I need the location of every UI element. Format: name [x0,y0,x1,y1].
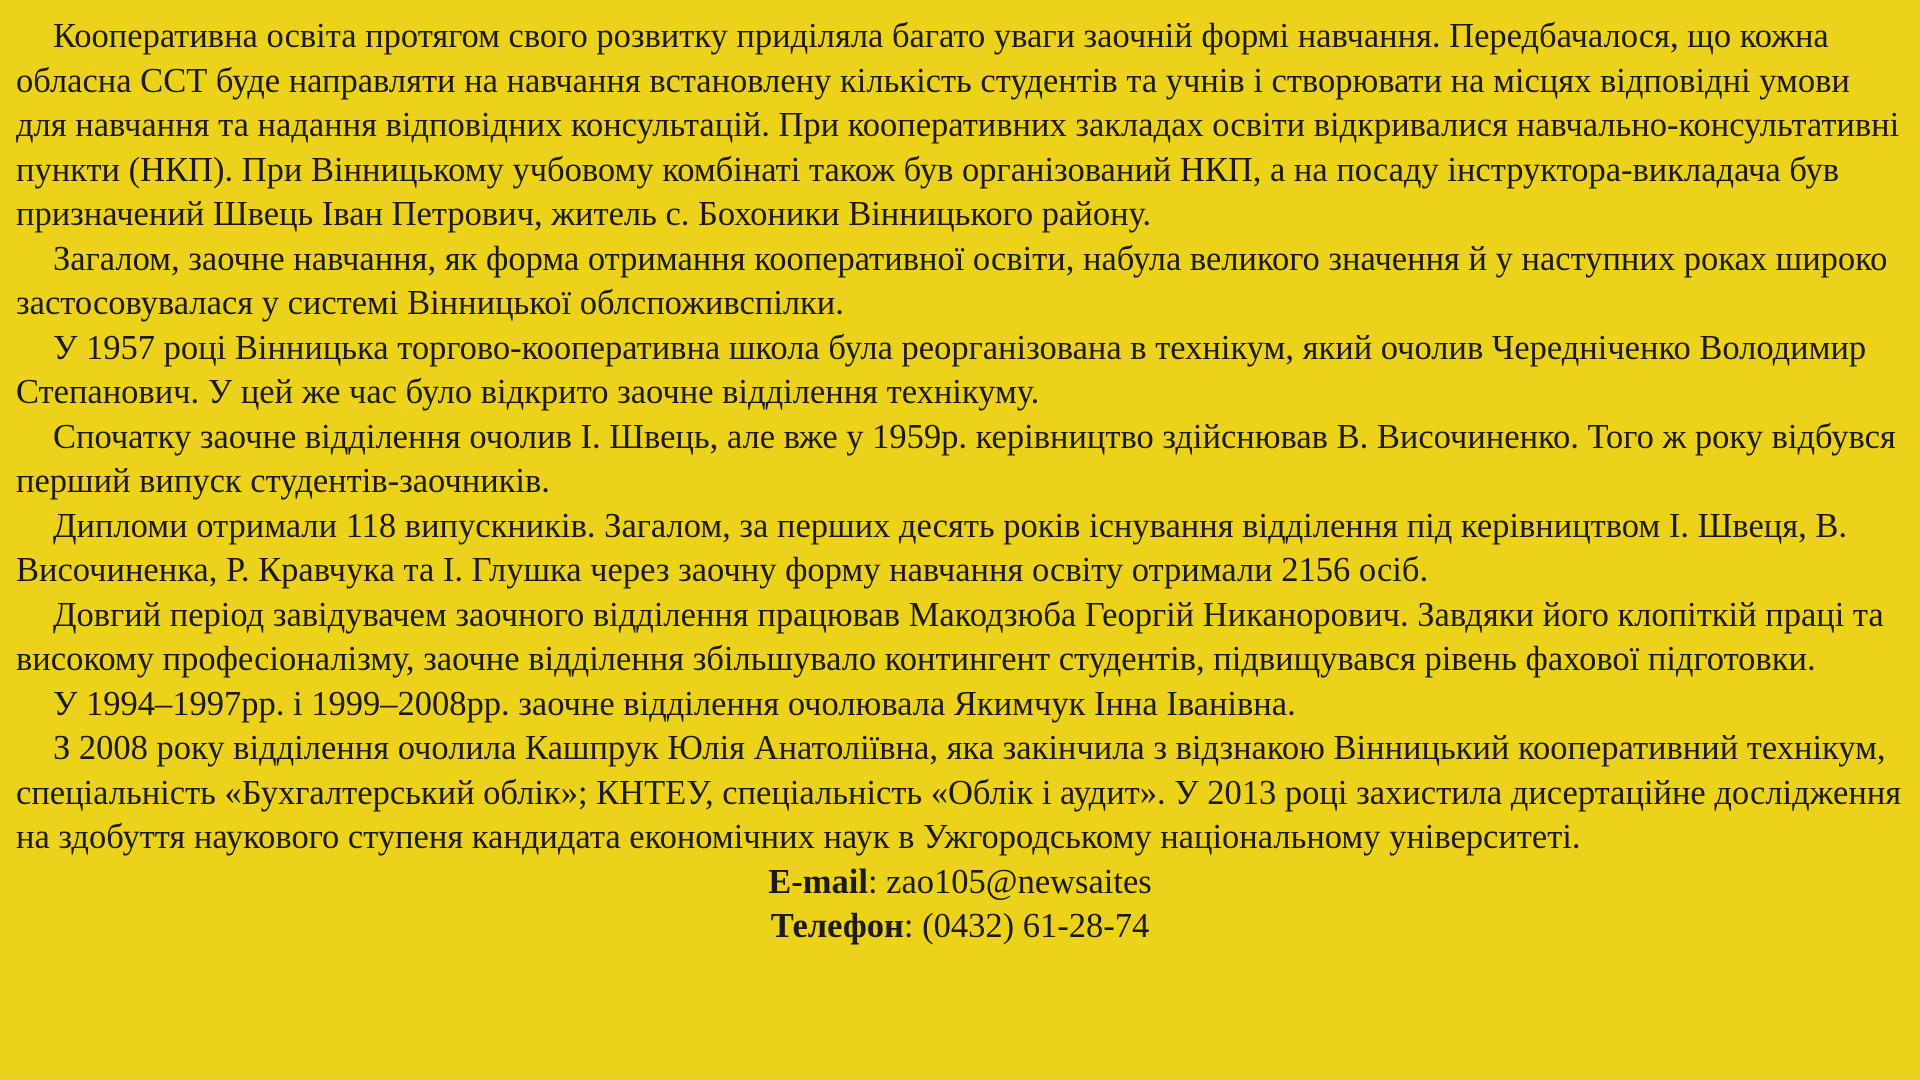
email-value[interactable]: zao105@newsaites [886,862,1152,901]
phone-value[interactable]: (0432) 61-28-74 [922,907,1150,945]
phone-line [16,904,1904,949]
email-label: E-mail [768,862,868,901]
paragraph-intro: Кооперативна освіта протягом свого розвитку приділяла багато уваги заочній формі навчання. Передбачалося, що кожна обласна ССТ буде направляти на навчання встановлену кількість студентів та учнів і створювати на місцях відповідні умови для навчання та надання відповідних консультацій. При кооперативних закладах освіти відкривалися навчально-консультативні пункти (НКП). При Вінницькому учбовому комбінаті також був організований НКП, а на посаду інструктора-викладача був призначений Швець Іван Петрович, житель с. Бохоники Вінницького району. [16,17,1900,233]
paragraph-makodziuba: Довгий період завідувачем заочного відділення працював Макодзюба Георгій Никанорович. Завдяки його клопіткій праці та високому професіоналізму, заочне відділення збільшувало контингент студентів, підвищувався рівень фахової підготовки. [16,595,1884,678]
phone-colon: : [903,907,923,945]
paragraph-extramural-significance: Загалом, заочне навчання, як форма отримання кооперативної освіти, набула великого значення й у наступних роках широко застосовувалася у системі Вінницької облспоживспілки. [16,239,1888,322]
paragraph-first-heads: Спочатку заочне відділення очолив І. Швець, але вже у 1959р. керівництво здійснював В. Височиненко. Того ж року відбувся перший випуск студентів-заочників. [16,417,1896,500]
paragraph-yakymchuk: У 1994–1997рр. і 1999–2008рр. заочне відділення очолювала Якимчук Інна Іванівна. [53,684,1296,723]
contacts-block [16,860,1904,949]
article-body [16,14,1904,860]
phone-label: Телефон [770,907,904,945]
email-line [16,860,1904,905]
paragraph-technikum-1957: У 1957 році Вінницька торгово-кооперативна школа була реорганізована в технікум, який очолив Чередніченко Володимир Степанович. У цей же час було відкрито заочне відділення технікуму. [16,328,1867,411]
paragraph-diplomas: Дипломи отримали 118 випускників. Загалом, за перших десять років існування відділення під керівництвом І. Швеця, В. Височиненка, Р. Кравчука та І. Глушка через заочну форму навчання освіту отримали 2156 осіб. [16,506,1847,589]
email-colon: : [867,862,887,901]
paragraph-kashpruk: З 2008 року відділення очолила Кашпрук Юлія Анатоліївна, яка закінчила з відзнакою Вінницький кооперативний технікум, спеціальність «Бухгалтерський облік»; КНТЕУ, спеціальність «Облік і аудит». У 2013 році захистила дисертаційне дослідження на здобуття наукового ступеня кандидата економічних наук в Ужгородському національному університеті. [16,729,1902,856]
